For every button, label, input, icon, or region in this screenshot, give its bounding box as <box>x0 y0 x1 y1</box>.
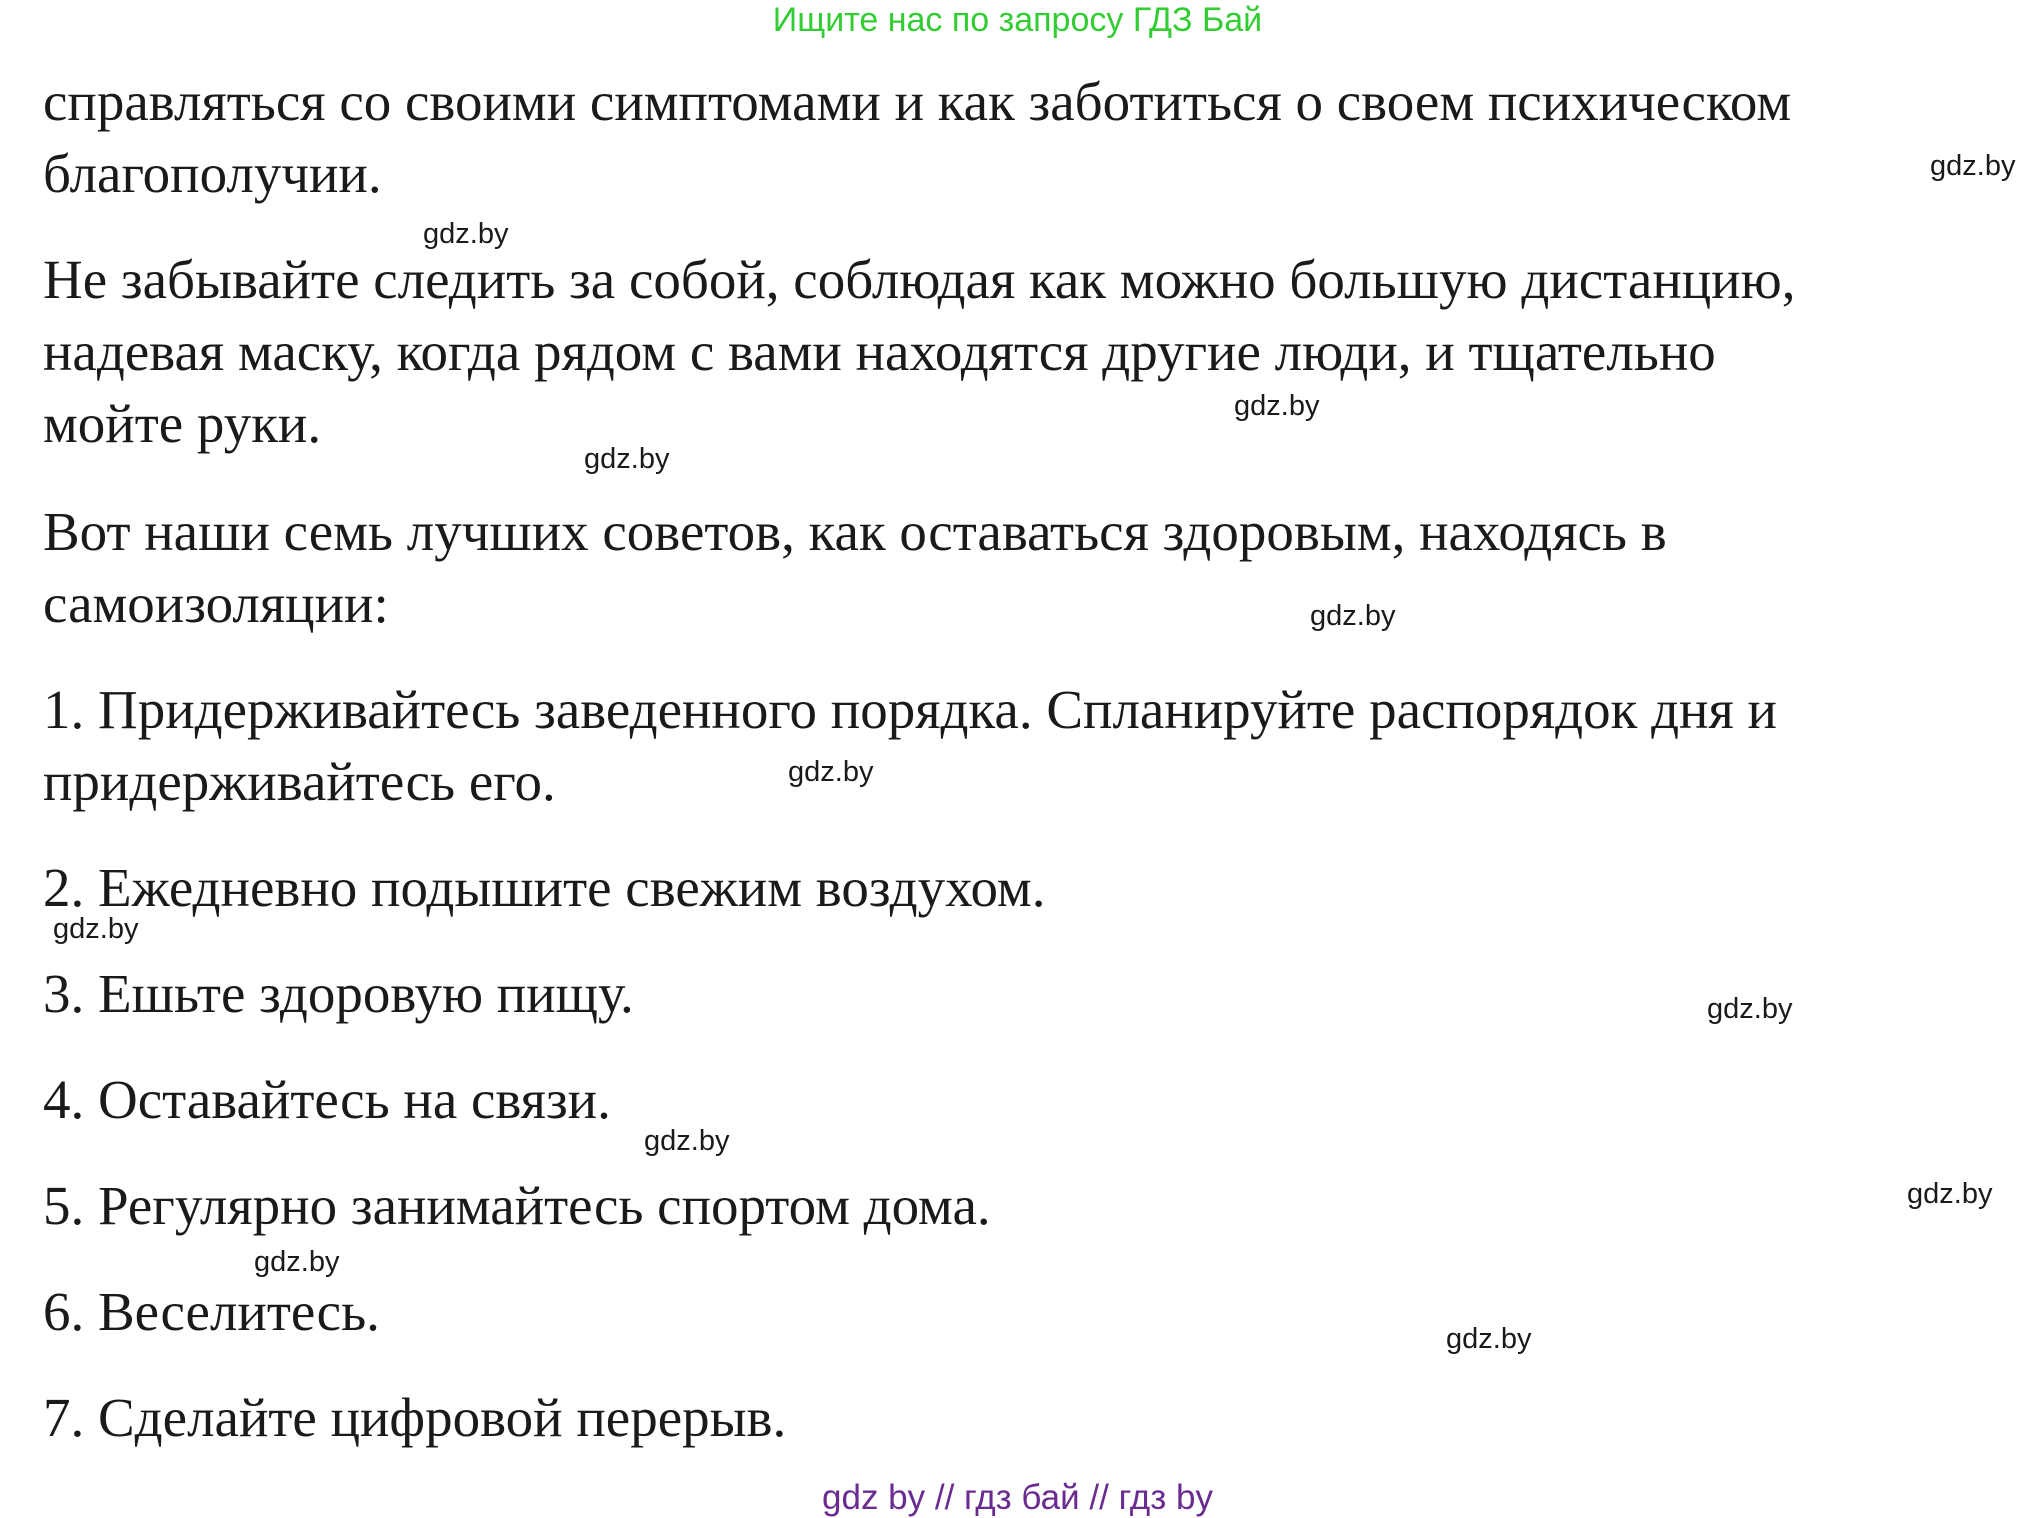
watermark: gdz.by <box>644 1125 730 1157</box>
tip-5: 5. Регулярно занимайтесь спортом дома. <box>43 1175 991 1236</box>
paragraph-1-line-1: справляться со своими симптомами и как заботиться о своем психическом <box>43 71 1792 132</box>
watermark: gdz.by <box>1930 150 2016 182</box>
paragraph-2-line-3: мойте руки. <box>43 393 322 454</box>
tip-4: 4. Оставайтесь на связи. <box>43 1069 611 1130</box>
watermark: gdz.by <box>254 1246 340 1278</box>
header-banner[interactable]: Ищите нас по запросу ГДЗ Бай <box>772 1 1263 39</box>
tip-2: 2. Ежедневно подышите свежим воздухом. <box>43 857 1046 918</box>
watermark: gdz.by <box>53 913 139 945</box>
paragraph-2-line-2: надевая маску, когда рядом с вами находятся другие люди, и тщательно <box>43 321 1716 382</box>
tip-1-line-1: 1. Придерживайтесь заведенного порядка. Спланируйте распорядок дня и <box>43 679 1777 740</box>
tip-3: 3. Ешьте здоровую пищу. <box>43 963 634 1024</box>
watermark: gdz.by <box>788 756 874 788</box>
watermark: gdz.by <box>423 218 509 250</box>
footer-links[interactable]: gdz by // гдз бай // гдз by <box>822 1478 1213 1517</box>
watermark: gdz.by <box>1907 1178 1993 1210</box>
paragraph-3-line-2: самоизоляции: <box>43 573 389 634</box>
watermark: gdz.by <box>584 443 670 475</box>
tip-7: 7. Сделайте цифровой перерыв. <box>43 1387 787 1448</box>
tip-1-line-2: придерживайтесь его. <box>43 751 556 812</box>
paragraph-1-line-2: благополучии. <box>43 143 382 204</box>
tip-6: 6. Веселитесь. <box>43 1281 380 1342</box>
watermark: gdz.by <box>1234 390 1320 422</box>
watermark: gdz.by <box>1446 1323 1532 1355</box>
paragraph-3-line-1: Вот наши семь лучших советов, как оставаться здоровым, находясь в <box>43 501 1667 562</box>
watermark: gdz.by <box>1707 993 1793 1025</box>
watermark: gdz.by <box>1310 600 1396 632</box>
paragraph-2-line-1: Не забывайте следить за собой, соблюдая как можно большую дистанцию, <box>43 249 1796 310</box>
